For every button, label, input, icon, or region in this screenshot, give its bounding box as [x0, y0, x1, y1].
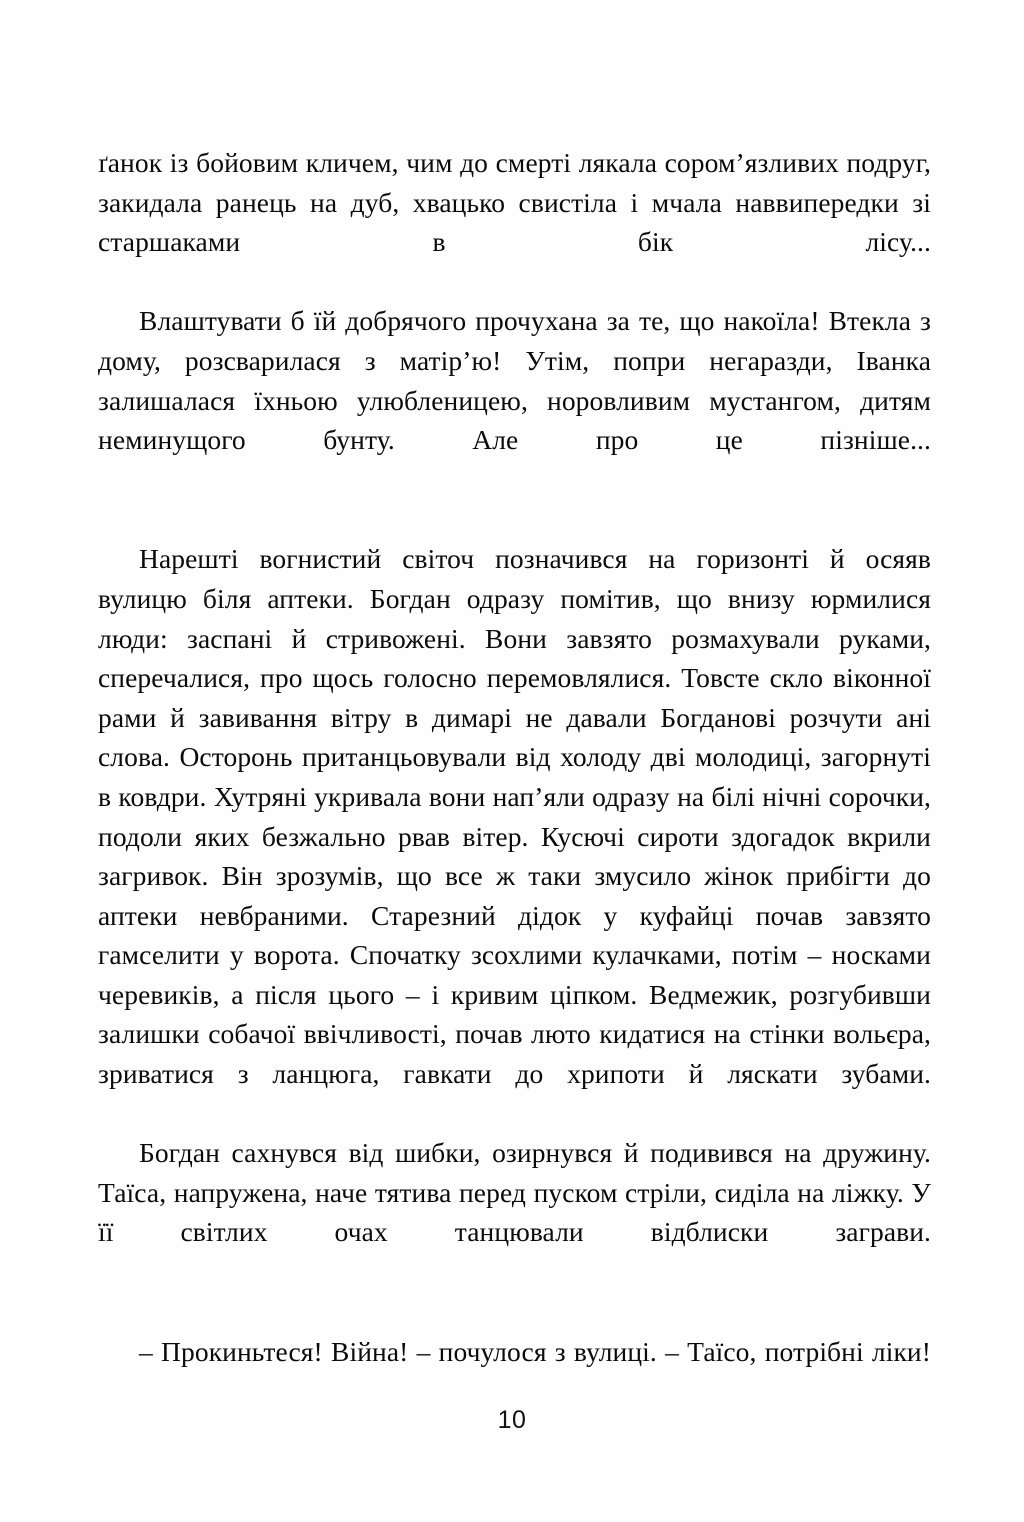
paragraph-ganok: ґанок із бойовим кличем, чим до смерті лякала сором’язливих подруг, закидала ранець на дуб, хвацько свистіла і мчала наввипередки зі старшаками в бік лісу... — [98, 147, 931, 258]
paragraph-vlashtuvaty: Влаштувати б їй добрячого прочухана за те, що накоїла! Втекла з дому, розсварилася з матір’ю! Утім, попри негаразди, Іванка залишалася їхньою улюбленицею, норовливим мустангом, дитям неминущого бунту. Але про це пізніше... — [98, 305, 931, 456]
paragraph-bohdan: Богдан сахнувся від шибки, озирнувся й подивився на дружину. Таїса, напружена, наче тятива перед пуском стріли, сиділа на ліжку. У її світлих очах танцювали відблиски заграви. — [98, 1137, 931, 1248]
paragraph-block-2 — [98, 539, 931, 1291]
paragraph-block-1 — [98, 143, 931, 499]
paragraph-block-3 — [98, 1332, 931, 1411]
paragraph-dialogue: – Прокиньтеся! Війна! – почулося з вулиці. – Таїсо, потрібні ліки! — [139, 1335, 931, 1367]
paragraph-nareshti: Нарешті вогнистий світоч позначився на горизонті й осяяв вулицю біля аптеки. Богдан одразу помітив, що внизу юрмилися люди: заспані й стривожені. Вони завзято розмахували руками, сперечалися, про щось голосно перемовлялися. Товсте скло віконної рами й завивання вітру в димарі не давали Богданові розчути ані слова. Осторонь пританцьовували від холоду дві молодиці, загорнуті в ковдри. Хутряні укривала вони нап’яли одразу на білі нічні сорочки, подоли яких безжально рвав вітер. Кусючі сироти здогадок вкрили загривок. Він зрозумів, що все ж таки змусило жінок прибігти до аптеки невбраними. Старезний дідок у куфайці почав завзято гамселити у ворота. Спочатку зсохлими кулачками, потім – носками черевиків, а після цього – і кривим ціпком. Ведмежик, розгубивши залишки собачої ввічливості, почав люто кидатися на стінки вольєра, зриватися з ланцюга, гавкати до хрипоти й ляскати зубами. — [98, 543, 931, 1090]
body-text-column — [98, 143, 931, 1411]
page-number: 10 — [497, 1406, 527, 1434]
